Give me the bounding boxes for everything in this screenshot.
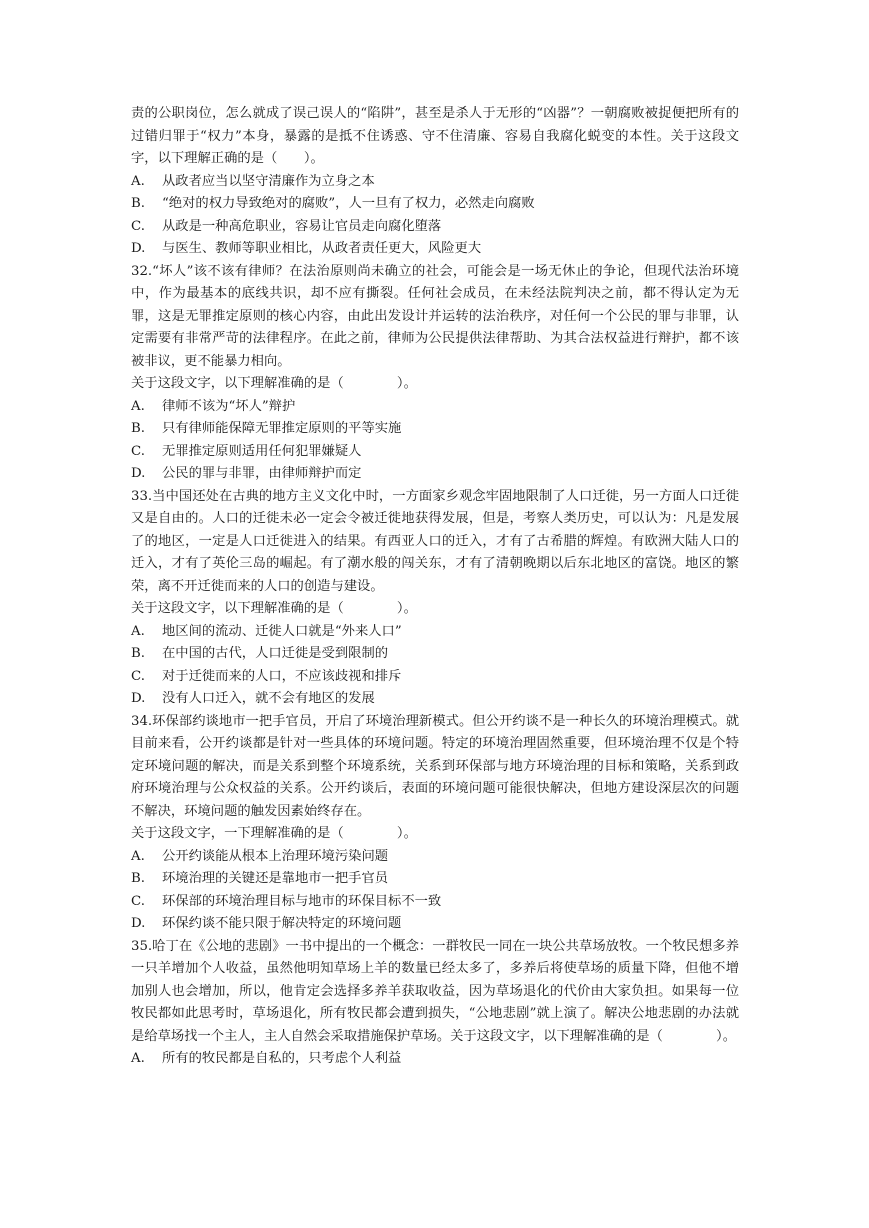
option-b bbox=[131, 418, 739, 441]
option-text: 律师不该为“坏人”辩护 bbox=[162, 398, 296, 414]
question-stem: 关于这段文字，一下理解准确的是（ ）。 bbox=[131, 826, 417, 841]
option-text: 与医生、教师等职业相比，从政者责任更大，风险更大 bbox=[162, 241, 482, 256]
option-d bbox=[131, 238, 739, 261]
option-text: 从政是一种高危职业，容易让官员走向腐化堕落 bbox=[162, 218, 442, 234]
question-paragraph: 责的公职岗位，怎么就成了误己误人的“陷阱”，甚至是杀人于无形的“凶器”？一朝腐败被捉便把所有的过错归罪于“权力”本身，暴露的是抵不住诱惑、守不住清廉、容易自我腐化蜕变的本性。关于这段文字，以下理解正确的是（ ）。 bbox=[131, 106, 739, 166]
option-letter: B. bbox=[131, 646, 145, 661]
question-paragraph: 34.环保部约谈地市一把手官员，开启了环境治理新模式。但公开约谈不是一种长久的环境治理模式。就目前来看，公开约谈都是针对一些具体的环境问题。特定的环境治理固然重要，但环境治理不仅是个特定环境问题的解决，而是关系到整个环境系统，关系到环保部与地方环境治理的目标和策略，关系到政府环境治理与公众权益的关系。公开约谈后，表面的环境问题可能很快解决，但地方建设深层次的问题不解决，环境问题的触发因素始终存在。 bbox=[131, 713, 739, 819]
option-b bbox=[131, 868, 739, 891]
option-letter: C. bbox=[131, 218, 145, 234]
option-letter: B. bbox=[131, 421, 145, 436]
option-d bbox=[131, 688, 739, 711]
option-a bbox=[131, 846, 739, 869]
option-letter: A. bbox=[131, 173, 145, 189]
option-text: 对于迁徙而来的人口，不应该歧视和排斥 bbox=[162, 668, 402, 684]
option-text: 环境治理的关键还是靠地市一把手官员 bbox=[162, 871, 389, 886]
question-paragraph: 32.“坏人”该不该有律师？在法治原则尚未确立的社会，可能会是一场无休止的争论，但现代法治环境中，作为最基本的底线共识，却不应有撕裂。任何社会成员，在未经法院判决之前，都不得认定为无罪，这是无罪推定原则的核心内容，由此出发设计并运转的法治秩序，对任何一个公民的罪与非罪，认定需要有非常严苛的法律程序。在此之前，律师为公民提供法律帮助、为其合法权益进行辩护，都不该被非议，更不能暴力相向。 bbox=[131, 263, 739, 369]
option-letter: D. bbox=[131, 691, 146, 706]
option-a bbox=[131, 396, 739, 419]
option-letter: C. bbox=[131, 443, 145, 459]
option-d bbox=[131, 913, 739, 936]
option-b bbox=[131, 643, 739, 666]
question-stem: 关于这段文字，以下理解准确的是（ ）。 bbox=[131, 376, 417, 391]
option-letter: A. bbox=[131, 848, 145, 864]
question-32 bbox=[131, 261, 739, 486]
option-b bbox=[131, 193, 739, 216]
option-a bbox=[131, 171, 739, 194]
option-letter: C. bbox=[131, 668, 145, 684]
option-text: 公民的罪与非罪，由律师辩护而定 bbox=[162, 466, 362, 481]
option-text: 只有律师能保障无罪推定原则的平等实施 bbox=[162, 421, 402, 436]
option-letter: D. bbox=[131, 916, 146, 931]
option-text: 从政者应当以坚守清廉作为立身之本 bbox=[162, 173, 375, 189]
question-paragraph: 33.当中国还处在古典的地方主义文化中时，一方面家乡观念牢固地限制了人口迁徙，另一方面人口迁徙又是自由的。人口的迁徙未必一定会令被迁徙地获得发展，但是，考察人类历史，可以认为：凡是发展了的地区，一定是人口迁徙进入的结果。有西亚人口的迁入，才有了古希腊的辉煌。有欧洲大陆人口的迁入，才有了英伦三岛的崛起。有了潮水般的闯关东，才有了清朝晚期以后东北地区的富饶。地区的繁荣，离不开迁徙而来的人口的创造与建设。 bbox=[131, 488, 739, 594]
option-a bbox=[131, 621, 739, 644]
option-text: 地区间的流动、迁徙人口就是“外来人口” bbox=[162, 623, 402, 639]
option-letter: A. bbox=[131, 623, 145, 639]
option-letter: B. bbox=[131, 196, 145, 211]
option-text: 公开约谈能从根本上治理环境污染问题 bbox=[162, 848, 389, 864]
option-text: 没有人口迁入，就不会有地区的发展 bbox=[162, 691, 375, 706]
option-a bbox=[131, 1048, 739, 1071]
option-text: 环保约谈不能只限于解决特定的环境问题 bbox=[162, 916, 402, 931]
option-text: “绝对的权力导致绝对的腐败”，人一旦有了权力，必然走向腐败 bbox=[162, 196, 535, 211]
question-paragraph: 35.哈丁在《公地的悲剧》一书中提出的一个概念：一群牧民一同在一块公共草场放牧。一个牧民想多养一只羊增加个人收益，虽然他明知草场上羊的数量已经太多了，多养后将使草场的质量下降，但他不增加别人也会增加，所以，他肯定会选择多养羊获取收益，因为草场退化的代价由大家负担。如果每一位牧民都如此思考时，草场退化，所有牧民都会遭到损失，“公地悲剧”就上演了。解决公地悲剧的办法就是给草场找一个主人，主人自然会采取措施保护草场。关于这段文字，以下理解准确的是（ ）。 bbox=[131, 938, 739, 1044]
option-letter: B. bbox=[131, 871, 145, 886]
option-text: 所有的牧民都是自私的，只考虑个人利益 bbox=[162, 1051, 402, 1066]
question-34 bbox=[131, 711, 739, 936]
option-text: 环保部的环境治理目标与地市的环保目标不一致 bbox=[162, 893, 442, 909]
option-c bbox=[131, 666, 739, 689]
document-page bbox=[131, 103, 739, 1071]
option-letter: A. bbox=[131, 398, 145, 414]
option-text: 无罪推定原则适用任何犯罪嫌疑人 bbox=[162, 443, 362, 459]
option-c bbox=[131, 891, 739, 914]
option-letter: D. bbox=[131, 241, 146, 256]
option-c bbox=[131, 216, 739, 239]
option-letter: A. bbox=[131, 1051, 145, 1066]
option-d bbox=[131, 463, 739, 486]
option-text: 在中国的古代，人口迁徙是受到限制的 bbox=[162, 646, 389, 661]
question-35 bbox=[131, 936, 739, 1071]
question-33 bbox=[131, 486, 739, 711]
option-c bbox=[131, 441, 739, 464]
option-letter: D. bbox=[131, 466, 146, 481]
question-stem: 关于这段文字，以下理解准确的是（ ）。 bbox=[131, 601, 417, 616]
option-letter: C. bbox=[131, 893, 145, 909]
question-31-continued bbox=[131, 103, 739, 261]
